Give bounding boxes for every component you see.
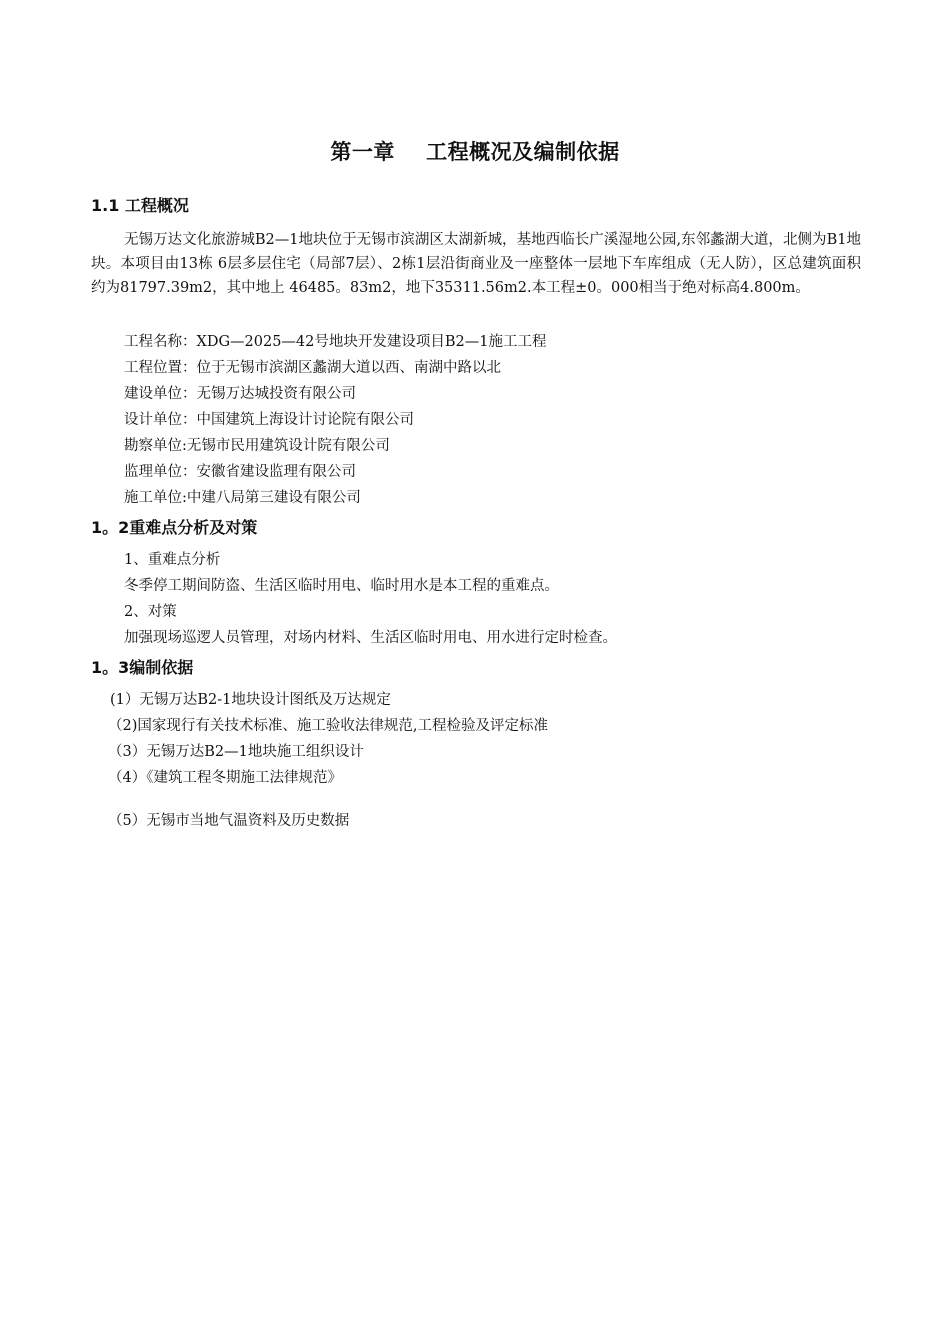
basis-item-2: （2)国家现行有关技术标准、施工验收法律规范,工程检验及评定标准: [108, 718, 548, 734]
detail-designer: 设计单位：中国建筑上海设计讨论院有限公司: [124, 412, 414, 428]
detail-project-name: 工程名称：XDG—2025—42号地块开发建设项目B2—1施工工程: [124, 334, 547, 350]
basis-item-1: (1）无锡万达B2-1地块设计图纸及万达规定: [110, 692, 391, 708]
difficulty-analysis-text: 冬季停工期间防盗、生活区临时用电、临时用水是本工程的重难点。: [124, 578, 559, 594]
section-heading-1-2: 1。2重难点分析及对策: [91, 518, 258, 537]
basis-item-4: （4）《建筑工程冬期施工法律规范》: [108, 770, 342, 786]
detail-surveyor: 勘察单位:无锡市民用建筑设计院有限公司: [124, 438, 390, 454]
basis-item-5: （5）无锡市当地气温资料及历史数据: [108, 813, 350, 829]
section-heading-1-3: 1。3编制依据: [91, 658, 194, 677]
chapter-title: 第一章 工程概况及编制依据: [330, 140, 620, 164]
detail-supervisor: 监理单位：安徽省建设监理有限公司: [124, 464, 356, 480]
basis-item-3: （3）无锡万达B2—1地块施工组织设计: [108, 744, 364, 760]
detail-developer: 建设单位：无锡万达城投资有限公司: [124, 386, 356, 402]
countermeasure-label: 2、对策: [124, 604, 177, 620]
detail-contractor: 施工单位:中建八局第三建设有限公司: [124, 490, 361, 506]
countermeasure-text: 加强现场巡逻人员管理，对场内材料、生活区临时用电、用水进行定时检查。: [124, 630, 617, 646]
difficulty-analysis-label: 1、重难点分析: [124, 552, 221, 568]
detail-project-location: 工程位置：位于无锡市滨湖区蠡湖大道以西、南湖中路以北: [124, 360, 501, 376]
section-heading-1-1: 1.1 工程概况: [91, 196, 189, 215]
project-overview-paragraph: 无锡万达文化旅游城B2—1地块位于无锡市滨湖区太湖新城，基地西临长广溪湿地公园,东邻蠡湖大道，北侧为B1地块。本项目由13栋 6层多层住宅（局部7层）、2栋1层沿街商业及一座整体一层地下车库组成（无人防），区总建筑面积约为81797.39m2，其中地上 46485。83m2，地下35311.56m2.本工程±0。000相当于绝对标高4.800m。: [91, 232, 861, 296]
